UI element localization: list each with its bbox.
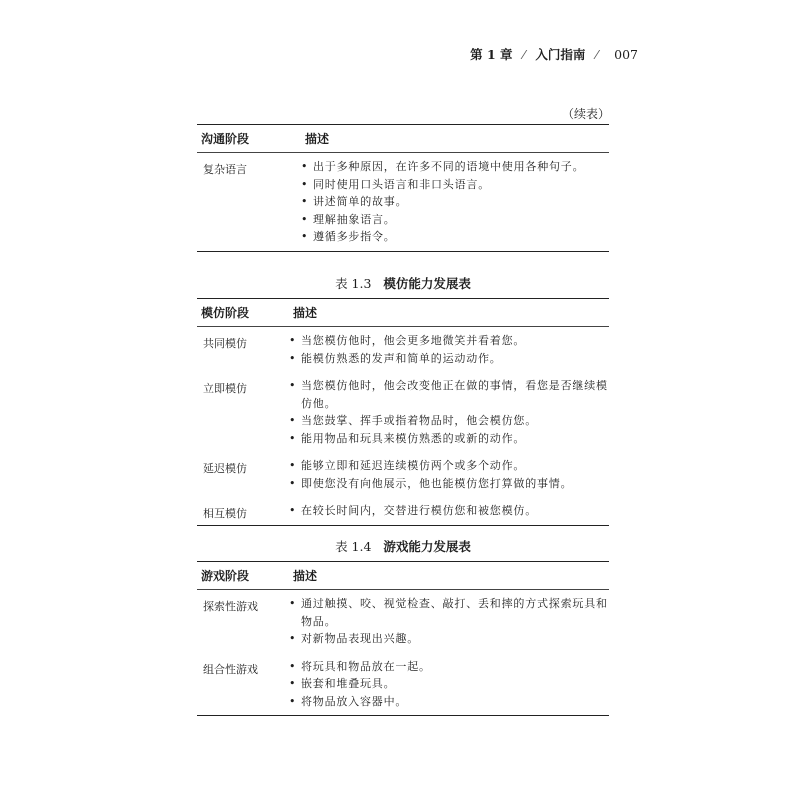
description-list [289, 595, 609, 648]
stage-cell: 复杂语言 [197, 153, 301, 252]
description-item: • 当您鼓掌、挥手或指着物品时，他会模仿您。 [289, 412, 609, 430]
description-item: • 将物品放入容器中。 [289, 693, 609, 711]
chapter-title: 入门指南 [535, 47, 586, 62]
table-body [197, 153, 609, 252]
separator-slash: ⁄ [595, 47, 598, 62]
table [197, 561, 609, 716]
description-item: • 能模仿熟悉的发声和简单的运动动作。 [289, 350, 609, 368]
description-item: • 当您模仿他时，他会改变他正在做的事情，看您是否继续模仿他。 [289, 377, 609, 412]
running-head [470, 45, 638, 63]
stage-cell: 延迟模仿 [203, 462, 247, 475]
separator-slash: ⁄ [522, 47, 525, 62]
description-item: • 讲述简单的故事。 [301, 193, 609, 211]
description-list [289, 658, 609, 711]
description-item: • 出于多种原因，在许多不同的语境中使用各种句子。 [301, 158, 609, 176]
description-item: • 遵循多步指令。 [301, 228, 609, 246]
header-row [197, 562, 609, 590]
header-stage: 模仿阶段 [197, 299, 289, 327]
description-list [301, 158, 609, 246]
header-description: 描述 [289, 299, 609, 327]
description-item: • 当您模仿他时，他会更多地微笑并看着您。 [289, 332, 609, 350]
description-item: • 理解抽象语言。 [301, 211, 609, 229]
stage-cell: 共同模仿 [203, 337, 247, 350]
table-row [197, 452, 609, 497]
chapter-label: 第 1 章 [470, 47, 513, 62]
table-body [197, 590, 609, 716]
table-header [197, 562, 609, 590]
header-row [197, 125, 609, 153]
stage-cell: 组合性游戏 [197, 653, 289, 716]
table [197, 124, 609, 252]
continued-note: （续表） [561, 107, 610, 121]
description-cell [289, 452, 609, 497]
description-item: • 通过触摸、咬、视觉检查、敲打、丢和摔的方式探索玩具和物品。 [289, 595, 609, 630]
description-list [289, 457, 609, 492]
table-row [197, 590, 609, 653]
description-list [289, 332, 609, 367]
header-row [197, 299, 609, 327]
table-row [197, 497, 609, 525]
description-list [289, 377, 609, 447]
stage-cell: 相互模仿 [197, 497, 289, 525]
play-table [197, 539, 609, 716]
header-stage: 游戏阶段 [197, 562, 289, 590]
table-caption [197, 539, 609, 555]
header-description: 描述 [289, 562, 609, 590]
stage-cell: 探索性游戏 [203, 600, 258, 613]
description-item: • 即使您没有向他展示，他也能模仿您打算做的事情。 [289, 475, 609, 493]
table-title: 模仿能力发展表 [383, 276, 471, 291]
table-caption [197, 276, 609, 292]
table-title: 游戏能力发展表 [383, 539, 471, 554]
table-body [197, 327, 609, 526]
description-item: • 同时使用口头语言和非口头语言。 [301, 176, 609, 194]
imitation-table [197, 276, 609, 526]
description-cell [289, 327, 609, 373]
description-cell [301, 153, 609, 252]
description-item: • 能够立即和延迟连续模仿两个或多个动作。 [289, 457, 609, 475]
description-cell [289, 590, 609, 653]
table-row [197, 327, 609, 373]
description-item: • 对新物品表现出兴趣。 [289, 630, 609, 648]
table-row [197, 372, 609, 452]
description-item: • 在较长时间内，交替进行模仿您和被您模仿。 [289, 502, 609, 520]
description-item: • 能用物品和玩具来模仿熟悉的或新的动作。 [289, 430, 609, 448]
page-number: 007 [614, 47, 638, 62]
table-header [197, 125, 609, 153]
table-row [197, 653, 609, 716]
table [197, 298, 609, 526]
description-cell [289, 653, 609, 716]
description-item: • 将玩具和物品放在一起。 [289, 658, 609, 676]
description-cell [289, 372, 609, 452]
table-row [197, 153, 609, 252]
description-cell [289, 497, 609, 525]
stage-cell: 立即模仿 [203, 382, 247, 395]
description-list [289, 502, 609, 520]
table-header [197, 299, 609, 327]
header-description: 描述 [301, 125, 609, 153]
table-number: 表 1.4 [335, 539, 372, 554]
communication-table [197, 124, 609, 252]
header-stage: 沟通阶段 [197, 125, 301, 153]
table-number: 表 1.3 [335, 276, 372, 291]
description-item: • 嵌套和堆叠玩具。 [289, 675, 609, 693]
